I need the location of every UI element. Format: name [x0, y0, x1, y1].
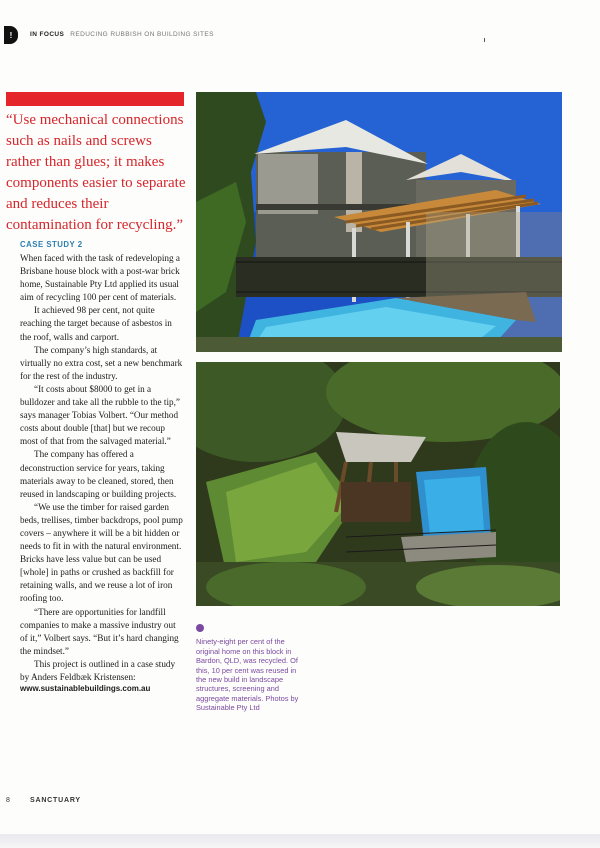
- paragraph: “We use the timber for raised garden beds, trellises, timber backdrops, pool pump covers – anywhere it will be a bit hidden or needs to fit in with the natural environment. Bricks have less value but can be used [whole] in paths or crushed as backfill for retaining walls, and we reuse a lot of iron roofing too.: [20, 501, 183, 604]
- caption-text: Ninety-eight per cent of the original home on this block in Bardon, QLD, was recycled. Of this, 10 per cent was reused in the new build in landscape structures, screening and aggregate materials. Photos by Sustainable Pty Ltd: [196, 637, 299, 713]
- header-topic: REDUCING RUBBISH ON BUILDING SITES: [70, 31, 214, 38]
- section-tab-icon: !: [4, 26, 18, 44]
- header-section: IN FOCUS: [30, 31, 65, 38]
- scan-page-edge: [0, 834, 600, 848]
- page-number: 8: [6, 797, 10, 804]
- pullquote-red-bar: [6, 92, 184, 106]
- paragraph: The company has offered a deconstruction service for years, taking materials away to be cleaned, stored, then reused in landscaping or building projects.: [20, 449, 177, 499]
- paragraph: This project is outlined in a case study by Anders Feldbæk Kristensen:: [20, 658, 176, 682]
- crop-mark: [484, 38, 485, 42]
- house-pool-photo: [196, 92, 562, 352]
- paragraph: The company’s high standards, at virtually no extra cost, set a new benchmark for the rest of the industry.: [20, 344, 183, 381]
- case-study-heading: CASE STUDY 2: [20, 240, 83, 249]
- running-header: [30, 31, 214, 38]
- paragraph: When faced with the task of redeveloping a Brisbane house block with a post-war brick home, Sustainable Pty Ltd applied its usual aim of recycling 100 per cent of materials.: [20, 253, 180, 303]
- website-link[interactable]: www.sustainablebuildings.com.au: [20, 684, 151, 694]
- magazine-brand: SANCTUARY: [30, 797, 81, 804]
- pullquote: “Use mechanical connections such as nails and screws rather than glues; it makes components easier to separate and reduces their contamination for recycling.”: [6, 112, 186, 233]
- photo-caption: [196, 624, 306, 713]
- paragraph: “It costs about $8000 to get in a bulldozer and take all the rubble to the tip,” says manager Tobias Volbert. “Our method costs about double [that] but we recoup most of that from the salvaged material.”: [20, 383, 180, 447]
- garden-aerial-photo: [196, 362, 560, 606]
- camera-icon: [196, 624, 204, 632]
- paragraph: It achieved 98 per cent, not quite reaching the target because of asbestos in the roof, walls and carport.: [20, 305, 172, 342]
- paragraph: “There are opportunities for landfill companies to make a massive industry out of it,” Volbert says. “But it’s hard changing the mindset.”: [20, 606, 179, 656]
- article-body: [20, 240, 184, 693]
